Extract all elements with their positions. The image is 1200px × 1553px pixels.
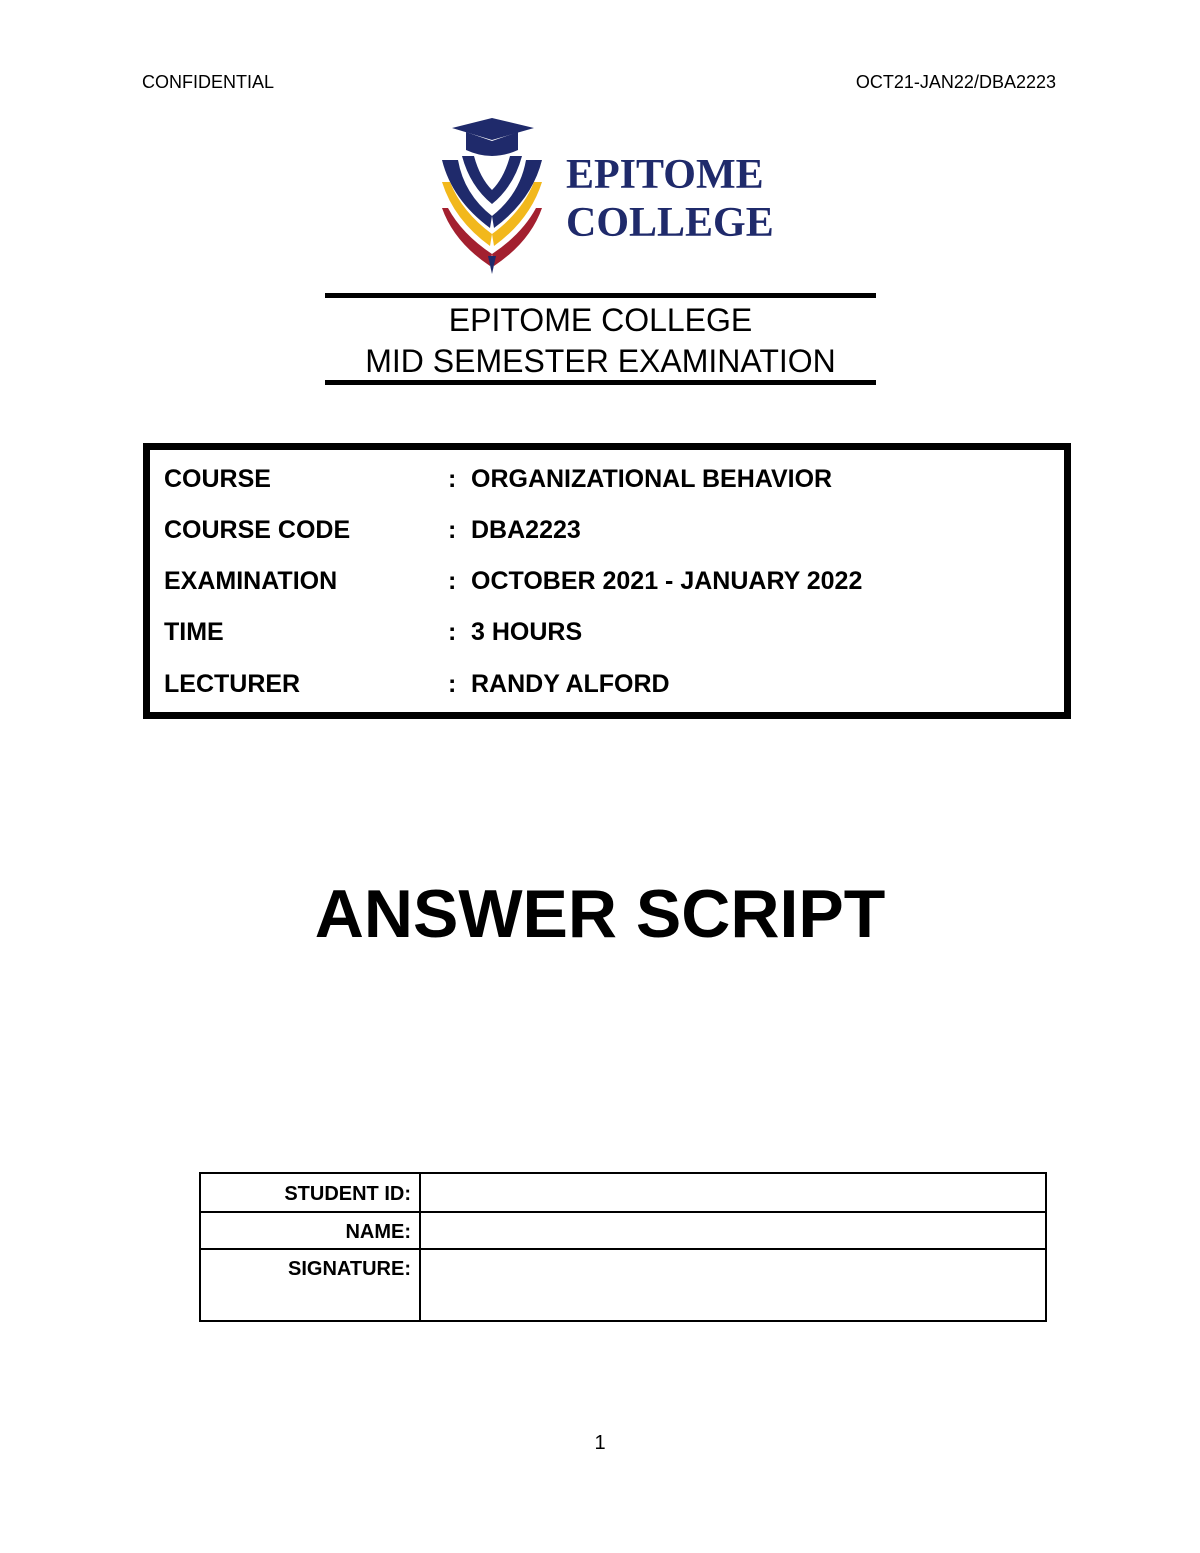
lecturer-separator: :	[448, 670, 457, 698]
course-label: COURSE	[164, 465, 271, 493]
student-id-row	[200, 1173, 1046, 1212]
logo-name-line2: COLLEGE	[566, 200, 774, 246]
time-label: TIME	[164, 618, 224, 646]
course-value: ORGANIZATIONAL BEHAVIOR	[471, 465, 833, 493]
course-separator: :	[448, 465, 457, 493]
student-details-table	[199, 1172, 1047, 1322]
logo-name-line1: EPITOME	[566, 152, 764, 198]
student-id-field[interactable]	[420, 1173, 1046, 1212]
student-id-label: STUDENT ID:	[200, 1173, 420, 1212]
epitome-college-logo	[436, 116, 776, 276]
lecturer-value: RANDY ALFORD	[471, 670, 670, 698]
title-exam: MID SEMESTER EXAMINATION	[365, 343, 836, 379]
time-value: 3 HOURS	[471, 618, 583, 646]
signature-field[interactable]	[420, 1249, 1046, 1321]
title-college: EPITOME COLLEGE	[448, 302, 753, 338]
name-label: NAME:	[200, 1212, 420, 1249]
course-info-box	[143, 443, 1071, 719]
examination-value: OCTOBER 2021 - JANUARY 2022	[471, 567, 863, 595]
page-number: 1	[594, 1432, 606, 1454]
course-code-separator: :	[448, 516, 457, 544]
header-confidential: CONFIDENTIAL	[142, 72, 275, 92]
course-code-label: COURSE CODE	[164, 516, 351, 544]
signature-label: SIGNATURE:	[200, 1249, 420, 1321]
lecturer-label: LECTURER	[164, 670, 301, 698]
signature-row	[200, 1249, 1046, 1321]
examination-label: EXAMINATION	[164, 567, 338, 595]
name-field[interactable]	[420, 1212, 1046, 1249]
time-separator: :	[448, 618, 457, 646]
examination-separator: :	[448, 567, 457, 595]
name-row	[200, 1212, 1046, 1249]
title-rule-top	[325, 293, 876, 298]
graduation-cap-chevron-logo-icon	[442, 118, 542, 274]
title-rule-bottom	[325, 380, 876, 385]
answer-script-heading: ANSWER SCRIPT	[314, 876, 886, 952]
header-exam-code: OCT21-JAN22/DBA2223	[855, 72, 1056, 92]
course-code-value: DBA2223	[471, 516, 581, 544]
